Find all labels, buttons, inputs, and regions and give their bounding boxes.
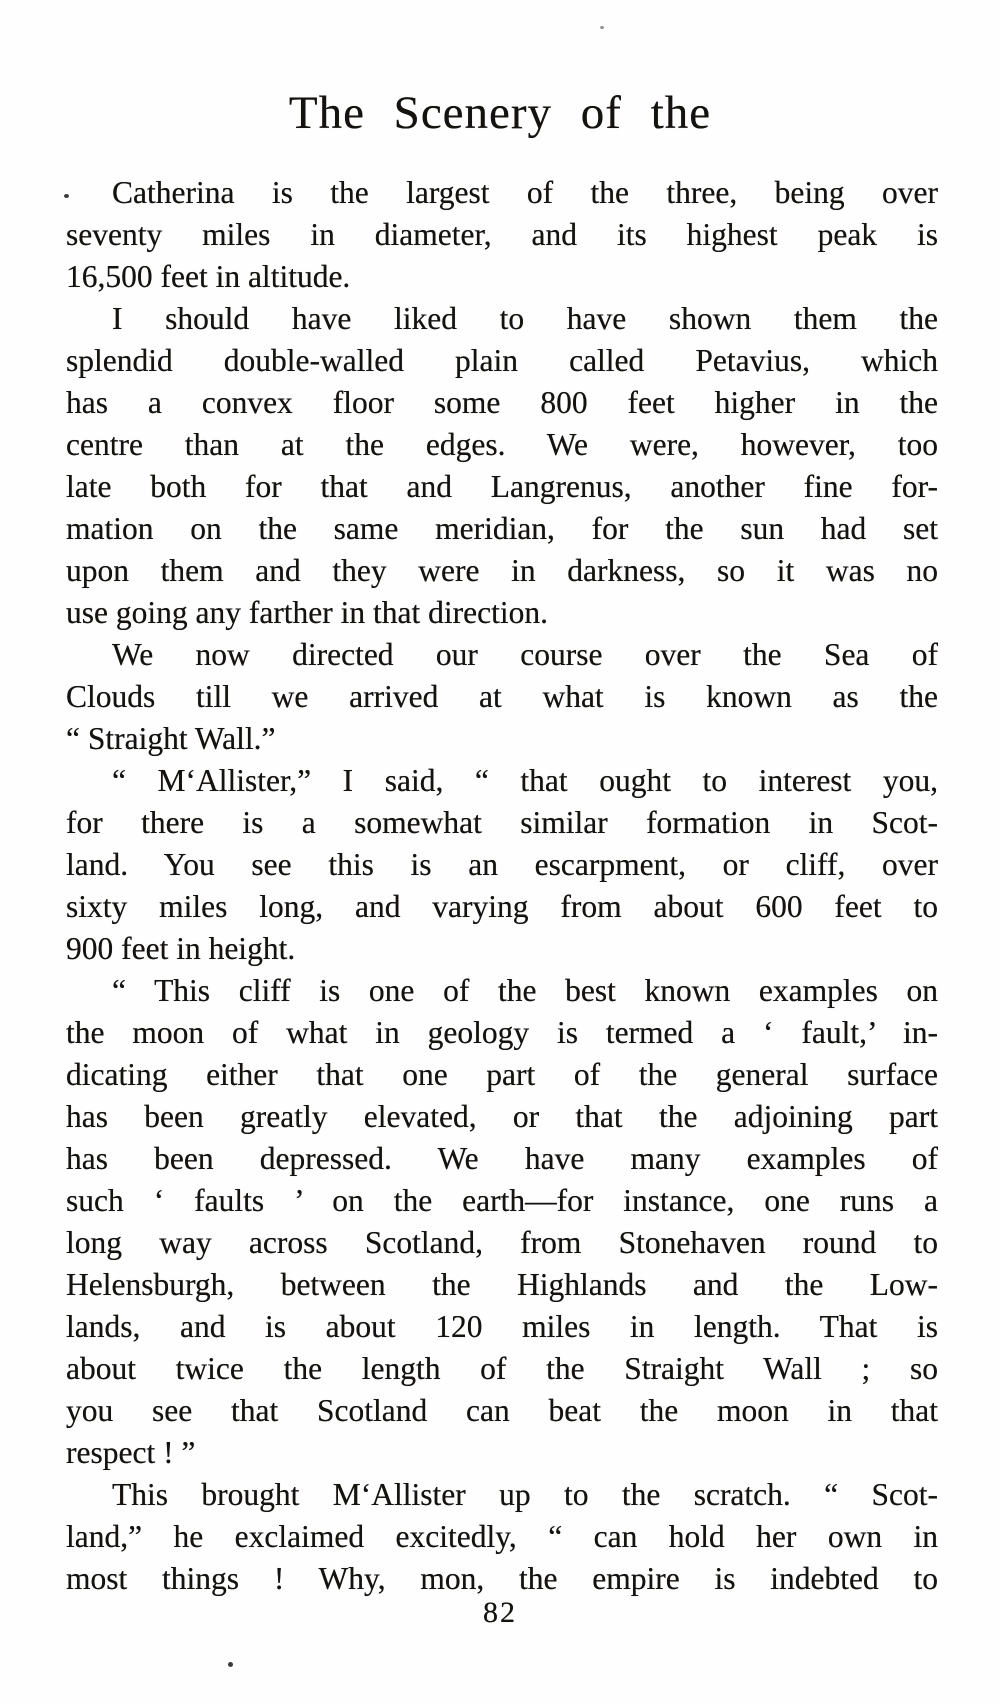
text-line: Clouds till we arrived at what is known as the [66,679,938,714]
text-line: for there is a somewhat similar formation in Scot- [66,805,938,840]
text-line: long way across Scotland, from Stonehaven round to [66,1225,938,1260]
text-line: mation on the same meridian, for the sun had set [66,511,938,546]
text-line: 16,500 feet in altitude. [66,259,351,294]
text-line: This brought M‘Allister up to the scratch. “ Scot- [112,1477,938,1512]
page-number: 82 [483,1596,517,1629]
running-title: The Scenery of the [288,87,712,139]
paragraph [66,298,938,634]
paragraph [66,760,938,970]
paragraph [66,1474,938,1600]
text-line: We now directed our course over the Sea of [112,637,938,672]
paragraph [66,634,938,760]
text-line: dicating either that one part of the general surface [66,1057,938,1092]
text-line: has a convex floor some 800 feet higher in the [66,385,938,420]
scan-speck [228,1662,233,1667]
text-line: use going any farther in that direction. [66,595,548,630]
scan-speck [600,26,604,29]
text-line: 900 feet in height. [66,931,296,966]
text-line: land. You see this is an escarpment, or cliff, over [66,847,938,882]
text-line: “ Straight Wall.” [66,721,276,756]
text-line: Helensburgh, between the Highlands and the Low- [66,1267,938,1302]
text-line: “ M‘Allister,” I said, “ that ought to interest you, [112,763,938,798]
text-line: upon them and they were in darkness, so it was no [66,553,938,588]
text-line: the moon of what in geology is termed a ‘ fault,’ in- [66,1015,938,1050]
paragraph [66,970,938,1474]
page-body [66,172,938,1600]
paragraph [66,172,938,298]
text-line: I should have liked to have shown them the [112,301,938,336]
text-line: such ‘ faults ’ on the earth—for instance, one runs a [66,1183,938,1218]
text-line: Catherina is the largest of the three, being over [112,175,938,210]
text-line: seventy miles in diameter, and its highest peak is [66,217,938,252]
text-line: “ This cliff is one of the best known examples on [112,973,938,1008]
text-line: respect ! ” [66,1435,196,1470]
text-line: sixty miles long, and varying from about 600 feet to [66,889,938,924]
text-line: about twice the length of the Straight Wall ; so [66,1351,938,1386]
text-line: has been depressed. We have many examples of [66,1141,938,1176]
text-line: centre than at the edges. We were, however, too [66,427,938,462]
text-line: most things ! Why, mon, the empire is indebted to [66,1561,938,1596]
text-line: you see that Scotland can beat the moon in that [66,1393,938,1428]
text-line: splendid double-walled plain called Petavius, which [66,343,938,378]
text-line: lands, and is about 120 miles in length. That is [66,1309,938,1344]
text-line: has been greatly elevated, or that the adjoining part [66,1099,938,1134]
text-line: late both for that and Langrenus, another fine for- [66,469,938,504]
text-line: land,” he exclaimed excitedly, “ can hold her own in [66,1519,938,1554]
